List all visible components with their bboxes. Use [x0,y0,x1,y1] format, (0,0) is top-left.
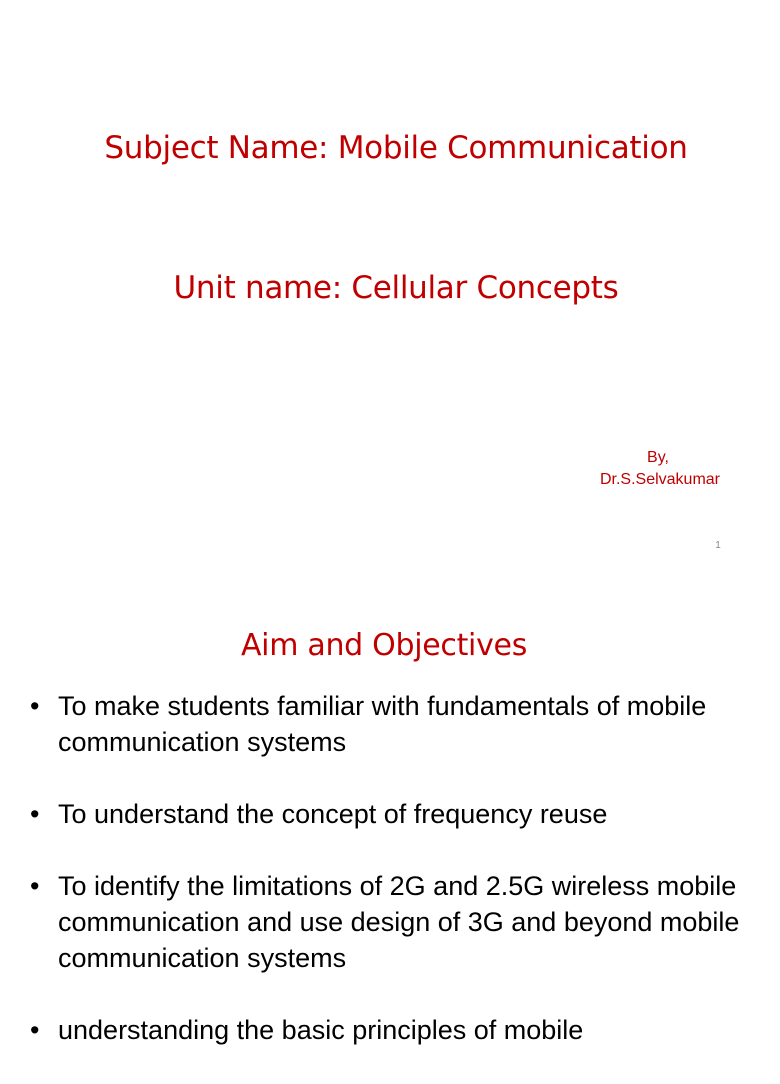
unit-title: Unit name: Cellular Concepts [173,270,619,306]
objective-text: understanding the basic principles of mobile [58,1015,584,1045]
byline-by: By, [647,449,669,466]
bullet-icon: • [30,691,40,721]
objective-item [30,688,750,760]
byline-author: Dr.S.Selvakumar [599,471,721,488]
bullet-icon: • [30,799,40,829]
subject-title: Subject Name: Mobile Communication [104,130,688,166]
objective-item [30,1012,750,1048]
bullet-icon: • [30,1015,40,1045]
objective-item [30,868,750,976]
objective-item [30,796,750,832]
objective-text: To make students familiar with fundamentals of mobile communication systems [58,691,707,757]
slide-number: 1 [715,540,721,551]
objective-text: To understand the concept of frequency reuse [58,799,608,829]
objective-text: To identify the limitations of 2G and 2.5G wireless mobile communication and use design of 3G and beyond mobile communication systems [58,871,740,973]
slide-2 [0,576,768,1045]
objectives-list [30,688,750,1084]
bullet-icon: • [30,871,40,901]
aim-objectives-title: Aim and Objectives [240,628,528,663]
